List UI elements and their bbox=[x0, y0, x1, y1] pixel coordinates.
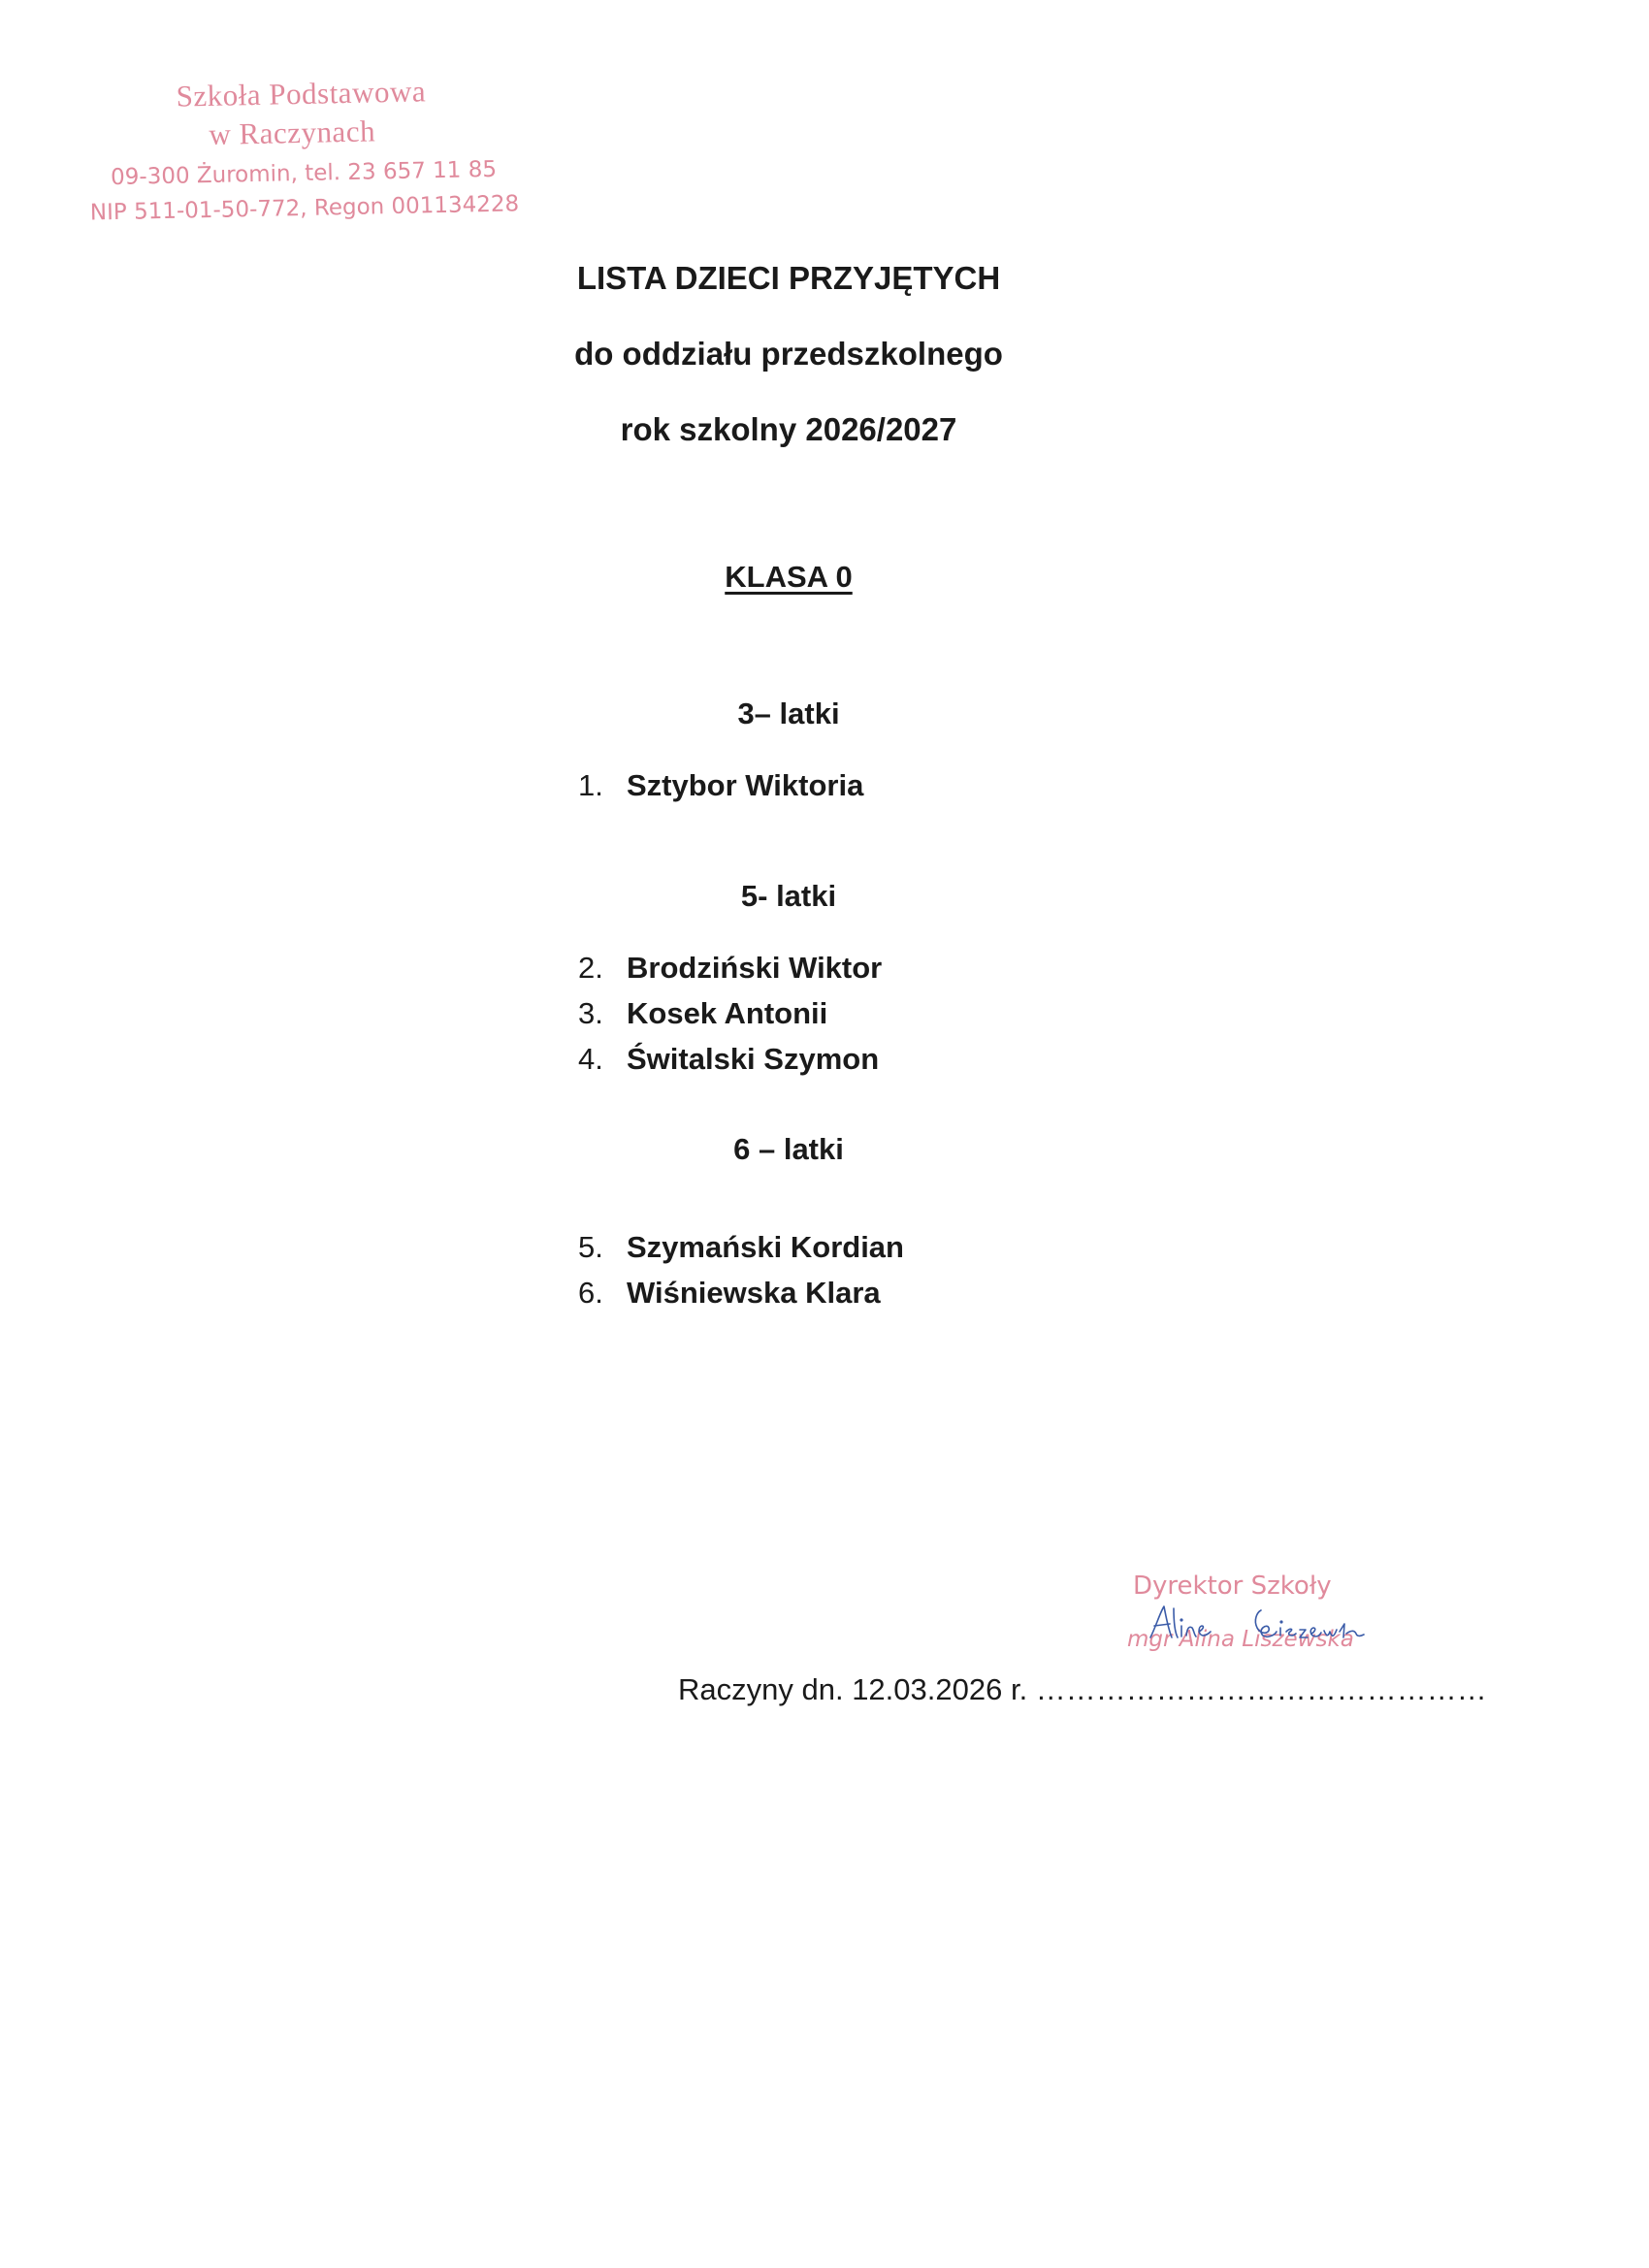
stamp-school-name: Szkoła Podstawowa bbox=[176, 74, 427, 113]
list-item bbox=[578, 990, 882, 1036]
child-name: Sztybor Wiktoria bbox=[627, 768, 864, 802]
director-stamp bbox=[1116, 1570, 1368, 1653]
list-item bbox=[578, 1036, 882, 1082]
item-number: 5. bbox=[578, 1230, 603, 1264]
title-line-1: LISTA DZIECI PRZYJĘTYCH bbox=[576, 260, 1001, 296]
title-line-2: do oddziału przedszkolnego bbox=[574, 336, 1003, 372]
director-name: mgr Alina Liszewska bbox=[1127, 1627, 1354, 1652]
child-name: Szymański Kordian bbox=[627, 1230, 904, 1264]
handwritten-signature bbox=[1145, 1599, 1368, 1647]
director-title: Dyrektor Szkoły bbox=[1133, 1571, 1332, 1601]
group-heading-6-year-olds: 6 – latki bbox=[733, 1132, 844, 1166]
item-number: 6. bbox=[578, 1276, 603, 1310]
stamp-tax-ids: NIP 511-01-50-772, Regon 001134228 bbox=[89, 191, 520, 226]
child-name: Wiśniewska Klara bbox=[627, 1276, 881, 1310]
class-heading: KLASA 0 bbox=[725, 560, 853, 594]
list-item bbox=[578, 945, 882, 990]
title-line-3: rok szkolny 2026/2027 bbox=[620, 411, 957, 447]
group-heading-5-year-olds: 5- latki bbox=[740, 879, 837, 913]
list-item bbox=[578, 1224, 904, 1270]
stamp-address: 09-300 Żuromin, tel. 23 657 11 85 bbox=[110, 156, 498, 191]
item-number: 2. bbox=[578, 951, 603, 985]
child-name: Świtalski Szymon bbox=[627, 1042, 880, 1076]
place-date-line: Raczyny dn. 12.03.2026 r. ……………………………………… bbox=[678, 1672, 1487, 1706]
school-stamp bbox=[68, 69, 575, 231]
document-title bbox=[0, 260, 1577, 487]
stamp-school-location: w Raczynach bbox=[209, 113, 376, 151]
item-number: 1. bbox=[578, 768, 603, 802]
list-item bbox=[578, 762, 863, 808]
group-heading-3-year-olds: 3– latki bbox=[737, 697, 840, 730]
children-list-3-year-olds bbox=[578, 762, 863, 808]
child-name: Brodziński Wiktor bbox=[627, 951, 883, 985]
item-number: 3. bbox=[578, 996, 603, 1030]
children-list-6-year-olds bbox=[578, 1224, 904, 1315]
item-number: 4. bbox=[578, 1042, 603, 1076]
list-item bbox=[578, 1270, 904, 1315]
child-name: Kosek Antonii bbox=[627, 996, 828, 1030]
children-list-5-year-olds bbox=[578, 945, 882, 1082]
